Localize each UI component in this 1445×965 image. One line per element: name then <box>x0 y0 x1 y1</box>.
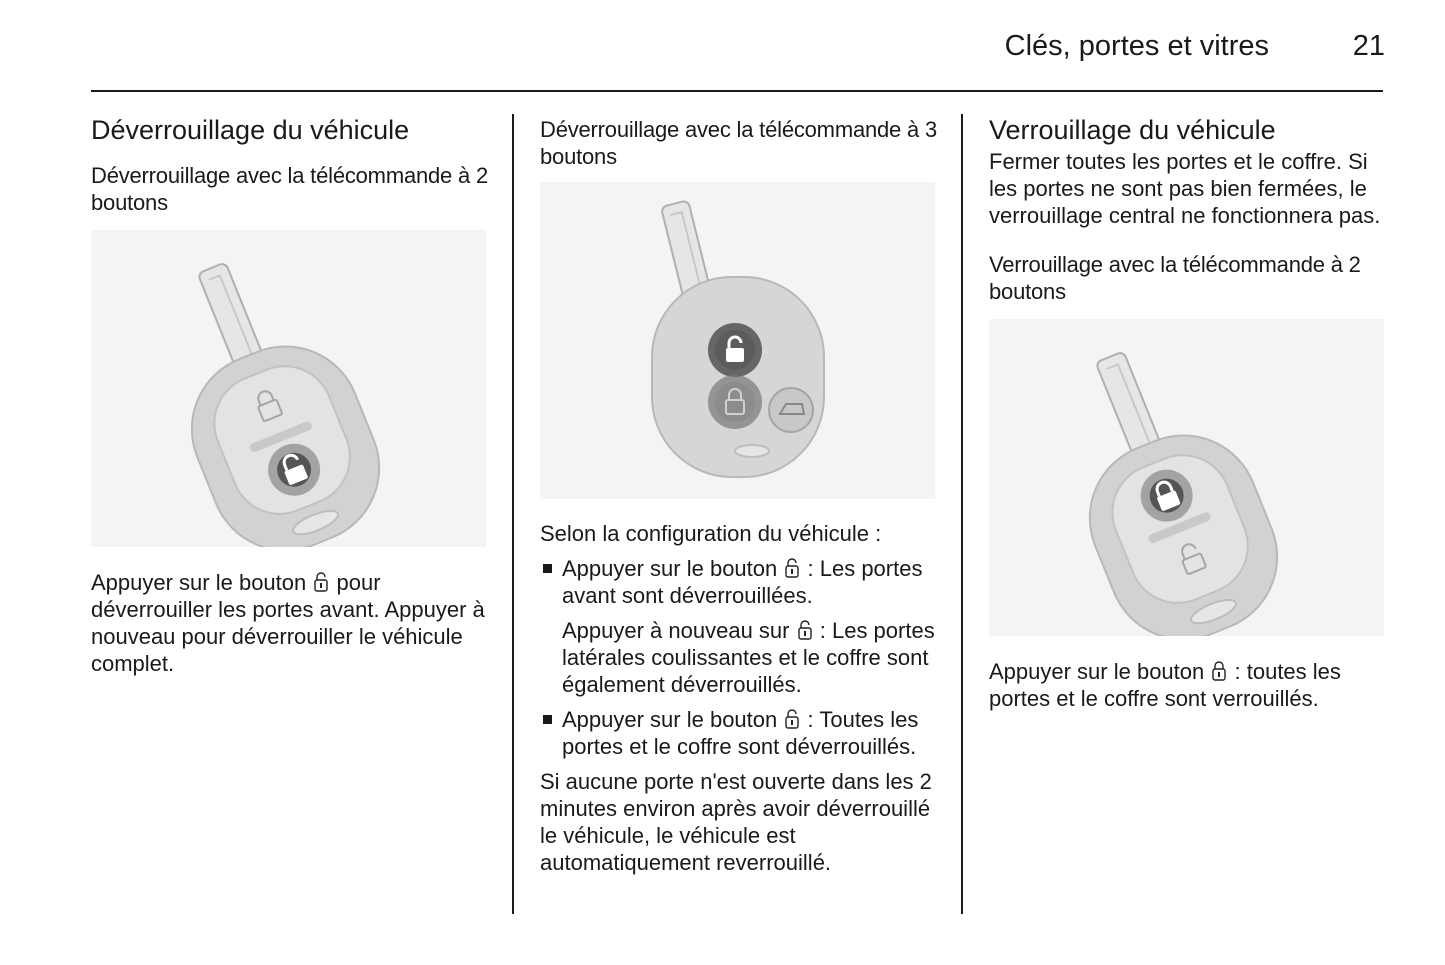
column-unlock-3-button <box>540 112 940 876</box>
subheading-unlock-3-button: Déverrouillage avec la télécommande à 3 boutons <box>540 117 937 169</box>
subheading-lock-2-button: Verrouillage avec la télécommande à 2 boutons <box>989 252 1361 304</box>
unlock-icon <box>785 709 799 729</box>
page-title: Clés, portes et vitres <box>1004 30 1269 62</box>
page-number: 21 <box>1352 30 1385 62</box>
column-unlock-2-button <box>91 112 491 677</box>
instruction-unlock-2-button: Appuyer sur le bouton pour déverrouiller les portes avant. Appuyer à nouveau pour déverrouiller le véhicule complet. <box>91 570 485 676</box>
key-fob-2-button-illustration <box>91 230 486 547</box>
bullet-item-2: Appuyer sur le bouton : Toutes les portes et le coffre sont déverrouillés. <box>540 706 940 760</box>
column-divider-2 <box>961 114 963 914</box>
intro-configuration: Selon la configuration du véhicule : <box>540 521 882 546</box>
figure-key-2-button-lock <box>989 319 1384 636</box>
figure-key-3-button <box>540 182 935 499</box>
key-fob-2-button-lock-illustration <box>989 319 1384 636</box>
column-lock <box>989 112 1384 712</box>
subheading-unlock-2-button: Déverrouillage avec la télécommande à 2 boutons <box>91 163 488 215</box>
unlock-icon <box>314 572 328 592</box>
unlock-icon <box>785 558 799 578</box>
column-divider-1 <box>512 114 514 914</box>
unlock-icon <box>798 620 812 640</box>
instruction-lock-2-button: Appuyer sur le bouton : toutes les portes et le coffre sont verrouillés. <box>989 659 1341 711</box>
lock-intro: Fermer toutes les portes et le coffre. Si les portes ne sont pas bien fermées, le verrouillage central ne fonctionnera pas. <box>989 149 1381 228</box>
key-fob-3-button-illustration <box>540 182 935 499</box>
header-rule <box>91 90 1383 92</box>
section-heading-lock: Verrouillage du véhicule <box>989 115 1276 145</box>
section-heading-unlock: Déverrouillage du véhicule <box>91 115 410 145</box>
figure-key-2-button-unlock <box>91 230 486 547</box>
auto-relock-note: Si aucune porte n'est ouverte dans les 2 minutes environ après avoir déverrouillé le véhicule, le véhicule est automatiquement reverrouillé. <box>540 769 932 875</box>
bullet-item-1: Appuyer sur le bouton : Les portes avant sont déverrouillées. Appuyer à nouveau sur : Les portes latérales coulissantes et le coffre sont également déverrouillés. <box>540 555 940 698</box>
lock-icon <box>1212 661 1226 681</box>
